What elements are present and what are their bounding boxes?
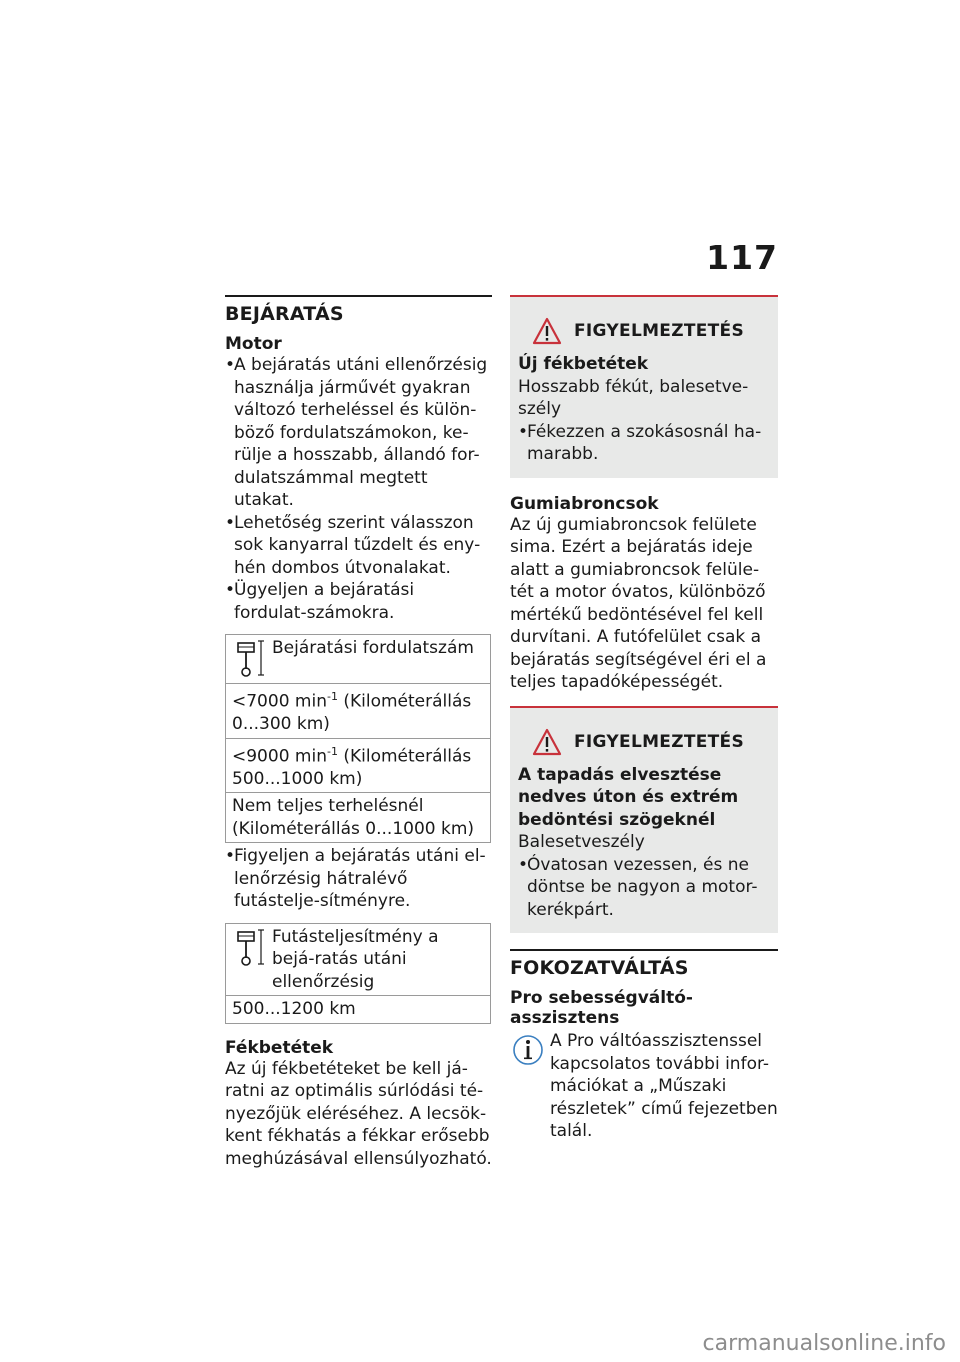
warning-bullet-list xyxy=(518,421,768,466)
rpm-unit-exponent: -1 xyxy=(326,690,338,703)
table-row xyxy=(226,793,491,843)
warning-box-traction xyxy=(510,706,778,934)
mileage-table-header xyxy=(226,923,491,996)
list-item: • Figyeljen a bejáratás utáni el-lenőrzésig hátralévő futástelje-sítményre. xyxy=(225,845,492,913)
pro-assistant-title: Pro sebességváltó-asszisztens xyxy=(510,988,693,1028)
section-rule xyxy=(510,949,778,951)
table-row: 500...1200 km xyxy=(226,996,491,1024)
warning-text: Balesetveszély xyxy=(518,832,645,852)
section-title-gearshift: FOKOZATVÁLTÁS xyxy=(510,957,689,979)
warning-box-brake-pads xyxy=(510,295,778,478)
list-item: • Ügyeljen a bejáratási fordulat-számokra. xyxy=(225,579,492,624)
warning-title: FIGYELMEZTETÉS xyxy=(574,321,744,341)
list-item: • Lehetőség szerint válasszon sok kanyarral tűzdelt és eny-hén dombos útvonalakat. xyxy=(225,512,492,580)
page-number: 117 xyxy=(706,238,778,277)
rpm-unit-exponent: -1 xyxy=(326,744,338,758)
brake-pads-text: Az új fékbetéteket be kell já-ratni az optimális súrlódási té-nyezőjük eléréséhez. A lecsök-kent fékhatás a fékkar erősebb meghúzásával ellensúlyozható. xyxy=(225,1058,492,1169)
warning-triangle-icon xyxy=(532,317,562,345)
list-item: • Fékezzen a szokásosnál ha-marabb. xyxy=(518,421,768,466)
left-column xyxy=(225,295,492,1170)
rpm-value: Nem teljes terhelésnél (Kilométerállás 0...1000 km) xyxy=(232,796,475,839)
right-column xyxy=(510,295,778,1143)
pro-assistant-text: A Pro váltóasszisztenssel kapcsolatos további infor-mációkat a „Műszaki részletek” című fejezetben talál. xyxy=(550,1031,778,1141)
mileage-table xyxy=(225,923,491,1024)
table-row xyxy=(226,738,491,793)
warning-text: Hosszabb fékút, balesetve-szély xyxy=(518,376,749,419)
list-item: • Óvatosan vezessen, és ne döntse be nagyon a motor-kerékpárt. xyxy=(518,854,768,922)
piston-icon xyxy=(232,926,268,970)
rpm-value: <7000 min xyxy=(232,691,327,712)
list-item: • A bejáratás utáni ellenőrzésig használja járművét gyakran változó terheléssel és külön-böző fordulatszámokon, ke-rülje a hosszabb, állandó for-dulatszámmal megtett utakat. xyxy=(225,354,492,512)
motor-bullet-list xyxy=(225,354,492,624)
section-title-break-in: BEJÁRATÁS xyxy=(225,303,344,325)
warning-title: FIGYELMEZTETÉS xyxy=(574,731,744,752)
warning-subtitle: Új fékbetétek xyxy=(518,354,649,374)
piston-icon xyxy=(232,637,268,681)
footer-watermark: carmanualsonline.info xyxy=(702,1331,946,1356)
rpm-table-header xyxy=(226,635,491,684)
rpm-range: (Kilométerállás 0...300 km) xyxy=(232,691,472,735)
rpm-range: (Kilométerállás 500...1000 km) xyxy=(232,746,472,789)
rpm-value: <9000 min xyxy=(232,746,327,767)
tires-text: Az új gumiabroncsok felülete sima. Ezért a bejáratás ideje alatt a gumiabroncsok felüle-tét a motor óvatos, különböző mértékű bedöntésével fel kell durvítani. A futófelület csak a bejáratás segítségével éri el a teljes tapadóképességét. xyxy=(510,514,767,692)
rpm-table-title: Bejáratási fordulatszám xyxy=(272,638,474,658)
info-icon xyxy=(510,1030,548,1070)
warning-bullet-list xyxy=(518,854,768,922)
brake-pads-title: Fékbetétek xyxy=(225,1037,334,1058)
section-rule xyxy=(225,295,492,297)
table-row xyxy=(226,684,491,739)
warning-triangle-icon xyxy=(532,728,562,756)
tires-title: Gumiabroncsok xyxy=(510,493,659,514)
mileage-table-title: Futásteljesítmény a bejá-ratás utáni ellenőrzésig xyxy=(272,926,439,992)
warning-subtitle: A tapadás elvesztése nedves úton és extrém bedöntési szögeknél xyxy=(518,764,739,830)
info-note xyxy=(510,1030,778,1143)
mileage-bullet-list xyxy=(225,845,492,913)
rpm-table xyxy=(225,634,491,843)
motor-title: Motor xyxy=(225,334,282,354)
